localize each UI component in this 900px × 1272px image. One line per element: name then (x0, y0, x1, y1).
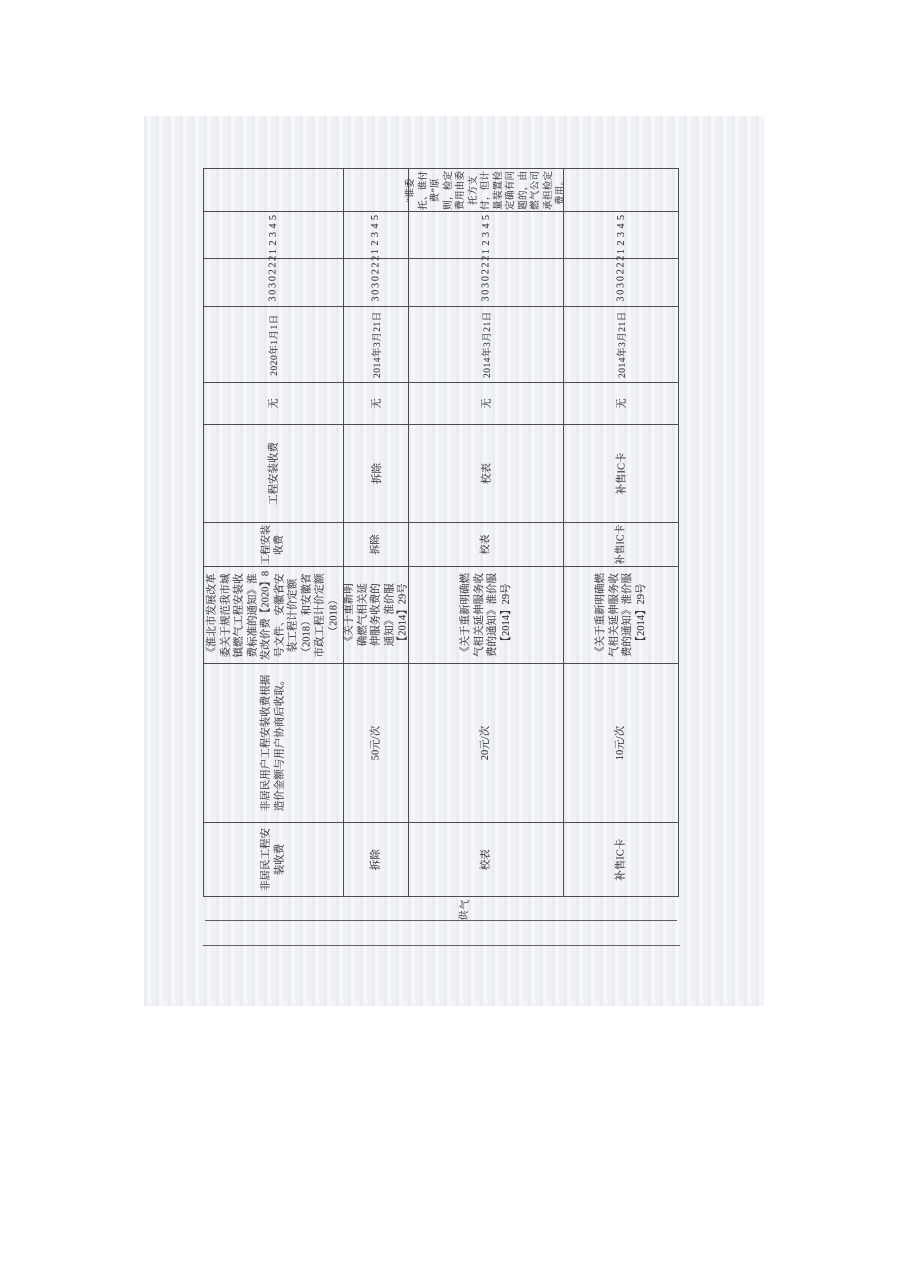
cell-text: 12345 (370, 211, 382, 254)
table-cell-date-row4 (563, 306, 679, 383)
cell-text: 3030222 (370, 254, 382, 302)
cell-text: 2014年3月21日 (483, 310, 494, 378)
cell-text: 《淮北市发展改革委关于规范我市城镇燃气工程安装收费标准的通知》淮发改价费【2020】8号文件、安徽省安装工程计价定额（2018）和安徽省市政工程计价定额（2018） (206, 570, 340, 660)
cell-text: 2014年3月21日 (372, 310, 383, 378)
table-cell-sub_item-row3 (408, 522, 564, 567)
table-cell-item-row4 (563, 822, 679, 897)
table-cell-phone-row4 (563, 254, 679, 307)
table-cell-phone-row1 (203, 254, 344, 307)
table-cell-standard-row3 (408, 663, 564, 823)
table-continuation-rule-bottom (203, 945, 680, 946)
table-cell-remark-row2 (343, 168, 410, 212)
cell-text: 《关于重新明确燃气相关延伸服务收费的通知》淮价服【2014】29号 (343, 583, 409, 647)
table-cell-remark-row1 (203, 168, 344, 212)
table-cell-basis-row4 (563, 566, 679, 664)
cell-text: 拆除 (370, 534, 382, 555)
cell-text: 补售IC卡 (615, 524, 627, 565)
table-cell-basis-row2 (343, 566, 410, 664)
cell-text: 12345 (480, 211, 492, 254)
table-cell-sub_item-row4 (563, 522, 679, 567)
cell-text: 50元/次 (369, 725, 381, 761)
cell-text: 校表 (481, 463, 493, 485)
cell-text: 非居民用户工程安装收费根据造价金额与用户协商后收取。 (260, 674, 286, 812)
table-cell-date-row1 (203, 306, 344, 383)
cell-text: 工程安装收费 (261, 524, 286, 565)
table-cell-date-row3 (408, 306, 564, 383)
cell-text: 《关于重新明确燃气相关延伸服务收费的通知》淮价服【2014】29号 (595, 573, 647, 658)
table-cell-sub_item-row1 (203, 522, 344, 567)
cell-text: 工程安装收费 (268, 442, 280, 506)
cell-text: 3030222 (267, 254, 279, 302)
cell-text: 无 (616, 398, 628, 409)
table-cell-item-row3 (408, 822, 564, 897)
cell-text: 2020年1月1日 (270, 313, 281, 376)
cell-text: 无 (481, 398, 493, 409)
table-cell-remark-row3 (405, 168, 566, 212)
table-cell-phone-row2 (343, 254, 410, 307)
cell-text: 校表 (480, 849, 492, 871)
table-cell-hotline-row3 (408, 211, 564, 259)
table-cell-reduction-row1 (203, 382, 344, 425)
cell-text: 拆除 (370, 849, 382, 871)
category-cell-gas-supply (438, 895, 488, 923)
cell-text: 12345 (267, 211, 279, 254)
cell-text: 10元/次 (615, 725, 627, 761)
cell-text: 3030222 (615, 254, 627, 302)
table-cell-charge_item-row1 (203, 424, 344, 523)
table-cell-hotline-row2 (343, 211, 410, 259)
table-cell-charge_item-row4 (563, 424, 679, 523)
table-cell-standard-row4 (563, 663, 679, 823)
cell-text: “谁委托、谁付费”原则，检定费用由委托方支付，但计量装置检定确有问题的，由燃气公司承担检定费用。 (405, 170, 566, 210)
cell-text: 拆除 (371, 463, 383, 485)
table-cell-date-row2 (343, 306, 410, 383)
table-cell-standard-row1 (203, 663, 344, 823)
cell-text: 补售IC卡 (616, 452, 628, 495)
table-continuation-rule-top (205, 920, 677, 921)
scanned-document-page (144, 116, 764, 1006)
table-cell-phone-row3 (408, 254, 564, 307)
table-cell-charge_item-row3 (408, 424, 564, 523)
table-cell-charge_item-row2 (343, 424, 410, 523)
table-cell-reduction-row3 (408, 382, 564, 425)
cell-text: 3030222 (480, 254, 492, 302)
table-cell-reduction-row4 (563, 382, 679, 425)
cell-text: 2014年3月21日 (618, 310, 629, 378)
cell-text: 非居民工程安装收费 (260, 828, 286, 892)
table-cell-basis-row3 (408, 566, 564, 664)
cell-text: 无 (268, 398, 280, 409)
table-cell-standard-row2 (343, 663, 410, 823)
cell-text: 补售IC卡 (615, 838, 627, 881)
category-label: 供气 (458, 897, 472, 921)
table-cell-item-row1 (203, 822, 344, 897)
cell-text: 《关于重新明确燃气相关延伸服务收费的通知》淮价服【2014】29号 (460, 573, 512, 658)
table-cell-item-row2 (343, 822, 410, 897)
table-cell-basis-row1 (203, 566, 344, 664)
table-cell-reduction-row2 (343, 382, 410, 425)
table-cell-sub_item-row2 (343, 522, 410, 567)
cell-text: 无 (371, 398, 383, 409)
cell-text: 12345 (615, 211, 627, 254)
table-cell-hotline-row4 (563, 211, 679, 259)
table-cell-hotline-row1 (203, 211, 344, 259)
cell-text: 校表 (480, 534, 492, 555)
cell-text: 20元/次 (480, 725, 492, 761)
table-cell-remark-row4 (563, 168, 679, 212)
